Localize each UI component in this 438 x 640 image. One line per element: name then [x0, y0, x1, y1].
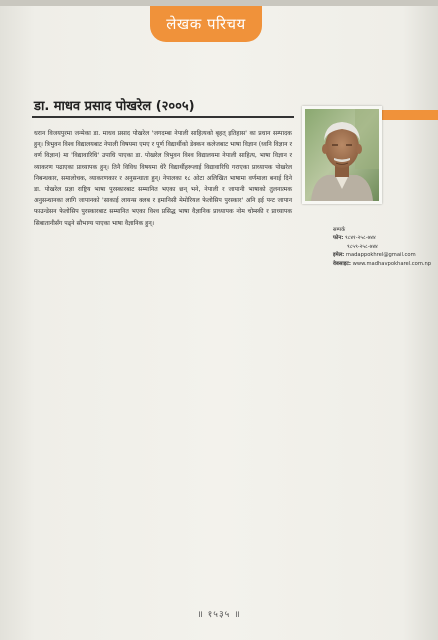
author-name-heading: डा. माधव प्रसाद पोखरेल (२००५): [34, 99, 195, 114]
section-banner: [150, 6, 262, 42]
section-title: लेखक परिचय: [166, 15, 246, 33]
contact-heading: सम्पर्क: [333, 227, 346, 233]
phone-number-2: ९८५९-२५८-७४४: [347, 243, 378, 250]
author-biography: धरान विजयपुरमा जन्मेका डा. माधव प्रसाद पोखरेल 'जगदम्बा नेपाली साहित्यको बृहत् इतिहास' का प्रधान सम्पादक हुन्। त्रिभुवन विश्व विद्यालयबाट नेपाली विषयमा एमए र पूर्ण विद्यार्थीको डेक्कन कलेजबाट भाषा विज्ञान (ध्वनि विज्ञान र वर्ण विज्ञान) मा 'विद्यावारिधि' उपाधि पाएका डा. पोखरेल त्रिभुवन विश्व विद्यालयमा नेपाली साहित्य, भाषा विज्ञान र व्याकरण पढाएका प्राध्यापक हुन्। तिनै विविध विषयमा धेरै विद्यार्थीहरूलाई विद्यावारिधि गराएका प्राध्यापक पोखरेल निबन्धकार, समालोचक, व्याकरणकार र अनुसन्धाता हुन्। नेपालका १८ ओटा अलिखित भाषामा वर्णमाला बनाई दिने डा. पोखरेल प्रज्ञा राष्ट्रिय भाषा पुरस्कारबाट सम्मानित भएका छन् भने, नेपाली र जापानी भाषाको तुलनात्मक अनुसन्धानका लागि जापानको 'साकाई लायन्स क्लब र इमानिसी मेमोरियल फेलोसिप पुरस्कार' अनि इई पन्ट जापान फाउन्डेसन फेलोसिप पुरस्कारबाट सम्मानित भएका विश्व प्रसिद्ध भाषा वैज्ञानिक प्राध्यापक नोम चोम्स्की र प्राध्यापक सिबातानीसँग पढ्ने सौभाग्य पाएका भाषा वैज्ञानिक हुन्।: [34, 130, 292, 227]
phone-label: फोन:: [333, 235, 344, 242]
contact-block: [333, 226, 433, 268]
email-address: madappokhrel@gmail.com: [345, 252, 416, 259]
phone-number-1: ९८४१-२५८-७४४: [344, 235, 376, 242]
page-number: ॥ १५३५ ॥: [197, 610, 241, 620]
website-label: वेबसाइट:: [333, 260, 351, 267]
author-portrait-image: [305, 109, 379, 201]
phone-line-2: [333, 243, 433, 251]
phone-line-1: [333, 234, 433, 242]
email-line: [333, 251, 433, 259]
accent-bar: [382, 110, 438, 120]
email-label: इमेल:: [333, 252, 345, 259]
website-line: [333, 260, 433, 268]
website-url: www.madhavpokharel.com.np: [352, 260, 432, 267]
heading-underline: [32, 116, 294, 118]
author-photo: [305, 109, 379, 201]
